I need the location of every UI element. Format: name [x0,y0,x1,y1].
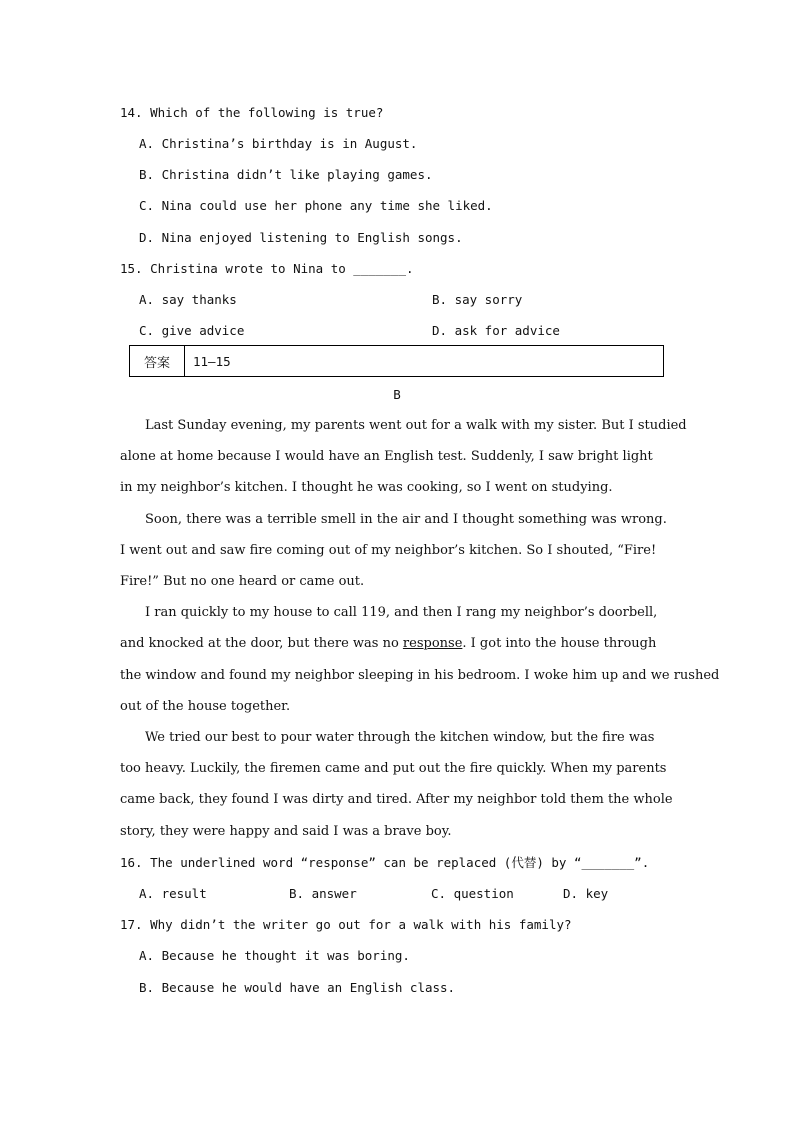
question-15-option-d: D. ask for advice [432,323,560,338]
passage-p3-line3: the window and found my neighbor sleeping in his bedroom. I woke him up and we rushed [120,668,720,683]
question-16-option-d: D. key [563,886,609,901]
question-16-option-a: A. result [139,886,207,901]
section-b-heading: B [393,387,401,402]
passage-p2-line3: Fire!” But no one heard or came out. [120,574,365,589]
question-14-option-d: D. Nina enjoyed listening to English songs. [139,230,463,245]
passage-p3-line2 [120,636,656,652]
answer-box [129,345,664,377]
passage-p4-line2: too heavy. Luckily, the firemen came and put out the fire quickly. When my parents [120,761,667,776]
question-14-option-c: C. Nina could use her phone any time she liked. [139,198,493,213]
passage-p4-line3: came back, they found I was dirty and tired. After my neighbor told them the whole [120,792,673,807]
question-16-stem: 16. The underlined word “response” can be replaced (代替) by “_______”. [120,855,650,870]
passage-p3-line4: out of the house together. [120,699,291,714]
question-15-option-a: A. say thanks [139,292,237,307]
passage-p2-line1: Soon, there was a terrible smell in the air and I thought something was wrong. [145,512,667,527]
question-17-option-a: A. Because he thought it was boring. [139,948,410,963]
question-15-option-b: B. say sorry [432,292,523,307]
passage-p1-line2: alone at home because I would have an English test. Suddenly, I saw bright light [120,449,653,464]
answer-value: 11—15 [193,353,231,369]
passage-p3-line2-before: and knocked at the door, but there was no [120,636,403,651]
question-16-option-b: B. answer [289,886,357,901]
passage-p3-line1: I ran quickly to my house to call 119, and then I rang my neighbor’s doorbell, [145,605,658,620]
question-16-option-c: C. question [431,886,514,901]
question-15-stem: 15. Christina wrote to Nina to _______. [120,261,414,276]
passage-p1-line3: in my neighbor’s kitchen. I thought he was cooking, so I went on studying. [120,480,613,495]
question-15-option-c: C. give advice [139,323,245,338]
passage-p3-line2-after: . I got into the house through [462,636,657,651]
underlined-word-response: response [402,636,463,651]
question-14-stem: 14. Which of the following is true? [120,105,384,120]
question-14-option-a: A. Christina’s birthday is in August. [139,136,418,151]
passage-p4-line4: story, they were happy and said I was a brave boy. [120,824,452,839]
question-17-option-b: B. Because he would have an English class. [139,980,456,995]
question-14-option-b: B. Christina didn’t like playing games. [139,167,433,182]
passage-p4-line1: We tried our best to pour water through the kitchen window, but the fire was [145,730,655,745]
question-17-stem: 17. Why didn’t the writer go out for a walk with his family? [120,917,572,932]
passage-p1-line1: Last Sunday evening, my parents went out for a walk with my sister. But I studied [145,418,687,433]
passage-p2-line2: I went out and saw fire coming out of my neighbor’s kitchen. So I shouted, “Fire! [120,543,657,558]
answer-label: 答案 [130,346,185,376]
